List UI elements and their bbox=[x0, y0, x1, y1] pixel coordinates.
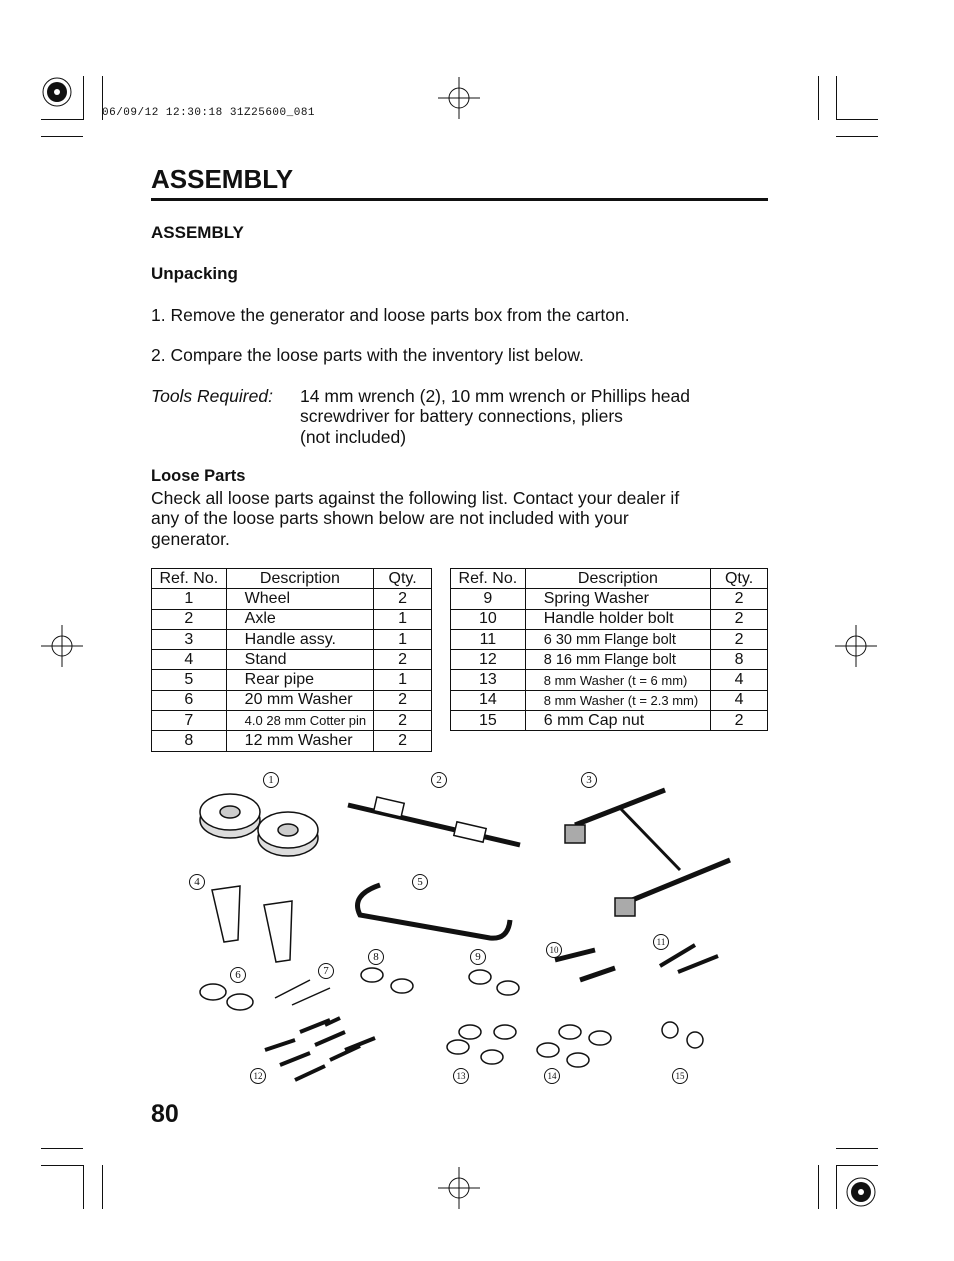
desc-cell: 20 mm Washer bbox=[226, 690, 374, 710]
table-row bbox=[152, 609, 432, 629]
qty-cell: 1 bbox=[374, 629, 432, 649]
table-row bbox=[152, 629, 432, 649]
ref-cell: 10 bbox=[451, 609, 526, 629]
callout-4: 4 bbox=[189, 874, 205, 890]
tools-line-3: (not included) bbox=[300, 427, 407, 447]
ref-cell: 7 bbox=[152, 711, 227, 731]
header-desc: Description bbox=[226, 569, 374, 589]
ref-cell: 1 bbox=[152, 589, 227, 609]
desc-cell: Handle holder bolt bbox=[525, 609, 710, 629]
stand-icon bbox=[212, 886, 292, 962]
rear-pipe-icon bbox=[358, 885, 511, 938]
print-stamp: 06/09/12 12:30:18 31Z25600_081 bbox=[102, 107, 316, 119]
callout-3: 3 bbox=[581, 772, 597, 788]
header-desc: Description bbox=[525, 569, 710, 589]
qty-cell: 1 bbox=[374, 609, 432, 629]
tools-label: Tools Required: bbox=[151, 386, 273, 406]
loose-parts-line-2: any of the loose parts shown below are not included with your bbox=[151, 508, 629, 528]
ref-cell: 12 bbox=[451, 650, 526, 670]
parts-table-left bbox=[151, 568, 432, 752]
qty-cell: 2 bbox=[711, 629, 768, 649]
ref-cell: 9 bbox=[451, 589, 526, 609]
qty-cell: 2 bbox=[374, 690, 432, 710]
qty-cell: 2 bbox=[374, 650, 432, 670]
ref-cell: 8 bbox=[152, 731, 227, 751]
table-row bbox=[152, 589, 432, 609]
qty-cell: 2 bbox=[711, 589, 768, 609]
callout-11: 11 bbox=[653, 934, 669, 950]
qty-cell: 2 bbox=[374, 731, 432, 751]
page-title: ASSEMBLY bbox=[151, 164, 294, 194]
loose-parts-line-3: generator. bbox=[151, 529, 230, 549]
handle-icon bbox=[565, 790, 730, 916]
callout-15: 15 bbox=[672, 1068, 688, 1084]
header-ref: Ref. No. bbox=[152, 569, 227, 589]
cap-nut-icon bbox=[662, 1022, 703, 1048]
qty-cell: 4 bbox=[711, 690, 768, 710]
qty-cell: 2 bbox=[374, 711, 432, 731]
ref-cell: 14 bbox=[451, 690, 526, 710]
table-row bbox=[152, 731, 432, 751]
table-row bbox=[451, 629, 768, 649]
callout-7: 7 bbox=[318, 963, 334, 979]
desc-cell: Handle assy. bbox=[226, 629, 374, 649]
loose-parts-line-1: Check all loose parts against the following list. Contact your dealer if bbox=[151, 488, 680, 508]
page-number: 80 bbox=[151, 1100, 179, 1128]
header-qty: Qty. bbox=[374, 569, 432, 589]
title-rule bbox=[151, 198, 768, 201]
tools-line-2: screwdriver for battery connections, pliers bbox=[300, 406, 623, 426]
ref-cell: 11 bbox=[451, 629, 526, 649]
qty-cell: 2 bbox=[711, 711, 768, 731]
header-ref: Ref. No. bbox=[451, 569, 526, 589]
table-row bbox=[152, 690, 432, 710]
step-2: 2. Compare the loose parts with the inventory list below. bbox=[151, 345, 584, 365]
qty-cell: 2 bbox=[711, 609, 768, 629]
ref-cell: 15 bbox=[451, 711, 526, 731]
callout-5: 5 bbox=[412, 874, 428, 890]
table-row bbox=[451, 690, 768, 710]
desc-cell: Spring Washer bbox=[525, 589, 710, 609]
table-row bbox=[152, 670, 432, 690]
qty-cell: 2 bbox=[374, 589, 432, 609]
washer-icon bbox=[200, 968, 611, 1067]
table-header-row bbox=[451, 569, 768, 589]
ref-cell: 4 bbox=[152, 650, 227, 670]
callout-9: 9 bbox=[470, 949, 486, 965]
table-row bbox=[152, 650, 432, 670]
desc-cell: Stand bbox=[226, 650, 374, 670]
table-row bbox=[152, 711, 432, 731]
desc-cell: 8 16 mm Flange bolt bbox=[525, 650, 710, 670]
parts-table-right bbox=[450, 568, 768, 731]
desc-cell: 12 mm Washer bbox=[226, 731, 374, 751]
qty-cell: 8 bbox=[711, 650, 768, 670]
axle-icon bbox=[348, 797, 520, 845]
unpacking-heading: Unpacking bbox=[151, 264, 238, 283]
qty-cell: 1 bbox=[374, 670, 432, 690]
table-row bbox=[451, 650, 768, 670]
desc-cell: 8 mm Washer (t = 6 mm) bbox=[525, 670, 710, 690]
ref-cell: 5 bbox=[152, 670, 227, 690]
section-heading: ASSEMBLY bbox=[151, 223, 244, 242]
callout-10: 10 bbox=[546, 942, 562, 958]
cotter-pin-icon bbox=[275, 980, 330, 1005]
callout-1: 1 bbox=[263, 772, 279, 788]
desc-cell: 6 30 mm Flange bolt bbox=[525, 629, 710, 649]
desc-cell: Wheel bbox=[226, 589, 374, 609]
callout-12: 12 bbox=[250, 1068, 266, 1084]
callout-6: 6 bbox=[230, 967, 246, 983]
table-row bbox=[451, 609, 768, 629]
callout-13: 13 bbox=[453, 1068, 469, 1084]
table-row bbox=[451, 589, 768, 609]
callout-8: 8 bbox=[368, 949, 384, 965]
ref-cell: 13 bbox=[451, 670, 526, 690]
table-row bbox=[451, 711, 768, 731]
callout-2: 2 bbox=[431, 772, 447, 788]
ref-cell: 2 bbox=[152, 609, 227, 629]
header-qty: Qty. bbox=[711, 569, 768, 589]
ref-cell: 3 bbox=[152, 629, 227, 649]
table-row bbox=[451, 670, 768, 690]
desc-cell: Rear pipe bbox=[226, 670, 374, 690]
ref-cell: 6 bbox=[152, 690, 227, 710]
qty-cell: 4 bbox=[711, 670, 768, 690]
desc-cell: Axle bbox=[226, 609, 374, 629]
tools-line-1: 14 mm wrench (2), 10 mm wrench or Phillips head bbox=[300, 386, 691, 406]
desc-cell: 6 mm Cap nut bbox=[525, 711, 710, 731]
desc-cell: 4.0 28 mm Cotter pin bbox=[226, 711, 374, 731]
wheel-icon bbox=[200, 794, 318, 856]
desc-cell: 8 mm Washer (t = 2.3 mm) bbox=[525, 690, 710, 710]
loose-parts-heading: Loose Parts bbox=[151, 467, 246, 485]
parts-illustration bbox=[180, 770, 760, 1090]
step-1: 1. Remove the generator and loose parts box from the carton. bbox=[151, 305, 630, 325]
callout-14: 14 bbox=[544, 1068, 560, 1084]
table-header-row bbox=[152, 569, 432, 589]
